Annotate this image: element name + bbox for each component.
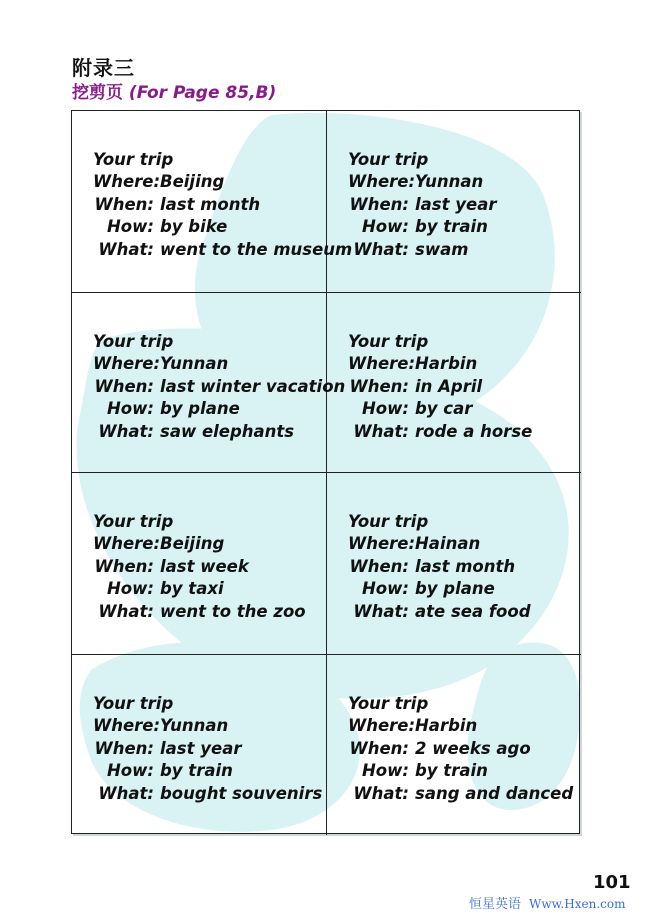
trip-card-4 — [327, 293, 581, 473]
when-label: When: — [94, 738, 154, 758]
how-value: by taxi — [160, 579, 224, 598]
what-label: What: — [353, 239, 409, 259]
where-value: Beijing — [160, 534, 225, 553]
where-label: Where: — [93, 716, 161, 735]
where-value: Beijing — [160, 172, 225, 191]
when-value: 2 weeks ago — [415, 738, 531, 758]
where-label: Where: — [93, 534, 161, 553]
trip-card-3 — [72, 293, 346, 473]
when-value: last year — [415, 194, 497, 214]
when-label: When: — [94, 194, 154, 214]
where-value: Hainan — [415, 534, 481, 553]
card-title: Your trip — [93, 150, 174, 169]
how-label: How: — [107, 761, 154, 780]
card-title: Your trip — [348, 150, 429, 169]
where-label: Where: — [348, 354, 416, 373]
subtitle-cn: 挖剪页 — [72, 83, 123, 103]
card-title: Your trip — [93, 512, 174, 531]
trip-card-6 — [327, 473, 581, 655]
where-label: Where: — [348, 716, 416, 735]
what-value: swam — [415, 239, 469, 259]
when-value: last month — [415, 556, 516, 576]
when-label: When: — [349, 194, 409, 214]
how-value: by train — [160, 761, 233, 780]
what-label: What: — [98, 783, 154, 803]
subtitle-en: (For Page 85,B) — [128, 83, 277, 103]
when-label: When: — [349, 376, 409, 396]
footer-watermark — [469, 893, 625, 912]
what-value: bought souvenirs — [160, 783, 323, 803]
what-value: rode a horse — [415, 421, 533, 441]
card-title: Your trip — [348, 332, 429, 351]
footer-brand-name: 恒星英语 — [469, 897, 522, 912]
trip-card-7 — [72, 655, 327, 835]
card-title: Your trip — [348, 694, 429, 713]
where-label: Where: — [93, 172, 161, 191]
how-label: How: — [362, 579, 409, 598]
what-label: What: — [353, 783, 409, 803]
what-label: What: — [353, 601, 409, 621]
how-label: How: — [107, 399, 154, 418]
how-value: by bike — [160, 217, 228, 236]
where-label: Where: — [348, 534, 416, 553]
what-value: ate sea food — [415, 601, 531, 621]
appendix-title: 附录三 — [72, 56, 135, 80]
card-title: Your trip — [348, 512, 429, 531]
what-label: What: — [353, 421, 409, 441]
what-value: saw elephants — [160, 421, 295, 441]
how-value: by car — [415, 399, 473, 418]
how-label: How: — [362, 399, 409, 418]
where-label: Where: — [93, 354, 161, 373]
when-value: last year — [160, 738, 242, 758]
how-value: by plane — [415, 579, 495, 598]
when-label: When: — [349, 738, 409, 758]
when-label: When: — [94, 376, 154, 396]
what-label: What: — [98, 239, 154, 259]
how-value: by train — [415, 761, 488, 780]
how-label: How: — [107, 217, 154, 236]
where-value: Yunnan — [160, 716, 229, 735]
when-label: When: — [349, 556, 409, 576]
what-value: went to the zoo — [160, 601, 306, 621]
what-value: sang and danced — [415, 783, 574, 803]
trip-card-2 — [327, 111, 581, 293]
trip-card-5 — [72, 473, 327, 655]
where-value: Yunnan — [415, 172, 484, 191]
how-label: How: — [107, 579, 154, 598]
where-value: Harbin — [415, 354, 478, 373]
when-value: in April — [415, 376, 483, 396]
card-title: Your trip — [93, 332, 174, 351]
how-value: by train — [415, 217, 488, 236]
when-label: When: — [94, 556, 154, 576]
trip-card-8 — [327, 655, 581, 835]
when-value: last winter vacation — [160, 376, 346, 396]
how-label: How: — [362, 217, 409, 236]
footer-url[interactable]: Www.Hxen.com — [529, 897, 626, 911]
trip-card-grid — [71, 110, 580, 834]
where-value: Harbin — [415, 716, 478, 735]
card-title: Your trip — [93, 694, 174, 713]
page-subtitle — [72, 78, 276, 103]
how-value: by plane — [160, 399, 240, 418]
page-number: 101 — [593, 872, 631, 893]
what-label: What: — [98, 601, 154, 621]
what-value: went to the museum — [160, 239, 353, 259]
how-label: How: — [362, 761, 409, 780]
when-value: last week — [160, 556, 249, 576]
what-label: What: — [98, 421, 154, 441]
trip-card-1 — [72, 111, 353, 293]
when-value: last month — [160, 194, 261, 214]
where-label: Where: — [348, 172, 416, 191]
where-value: Yunnan — [160, 354, 229, 373]
